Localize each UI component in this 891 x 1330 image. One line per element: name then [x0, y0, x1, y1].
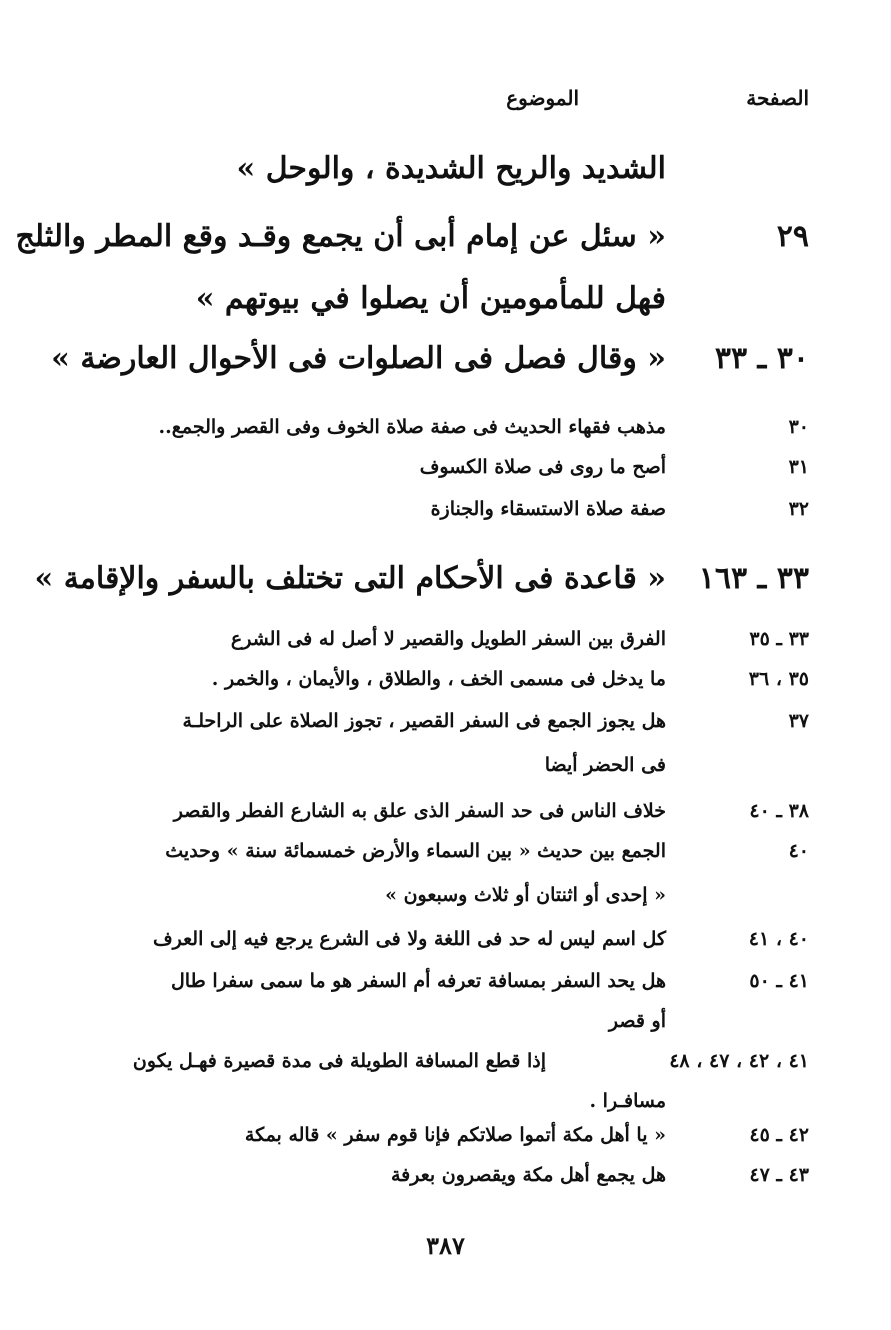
entry-page-ref: ٣١ — [788, 456, 809, 478]
index-entry — [0, 1116, 891, 1154]
index-entry — [0, 204, 891, 270]
index-entry — [0, 326, 891, 392]
entry-page-ref: ٢٩ — [776, 219, 809, 254]
index-entry — [0, 490, 891, 528]
entry-page-ref: ٣٧ — [788, 710, 809, 732]
topic-column-header: الموضوع — [506, 86, 579, 110]
entry-page-ref — [659, 876, 809, 914]
entry-page-ref: ٣٠ — [788, 416, 809, 438]
index-entry — [0, 546, 891, 612]
index-entry — [0, 660, 891, 698]
entry-topic: الشديد والريح الشديدة ، والوحل » — [236, 151, 666, 186]
entry-topic: « قاعدة فى الأحكام التى تختلف بالسفر والإقامة » — [34, 561, 666, 596]
entry-topic: « وقال فصل فى الصلوات فى الأحوال العارضة » — [51, 341, 666, 376]
entry-topic: الجمع بين حديث « بين السماء والأرض خمسمائة سنة » وحديث — [165, 840, 666, 862]
index-entry — [0, 792, 891, 830]
entry-topic: هل يحد السفر بمسافة تعرفه أم السفر هو ما سمى سفرا طال — [170, 970, 666, 992]
index-entry — [0, 832, 891, 870]
index-entry — [0, 1002, 891, 1040]
entry-topic: هل يجوز الجمع فى السفر القصير ، تجوز الصلاة على الراحلـة — [182, 710, 666, 732]
entry-topic: ما يدخل فى مسمى الخف ، والطلاق ، والأيمان ، والخمر . — [211, 668, 666, 690]
index-entry — [0, 702, 891, 740]
entry-topic: « يا أهل مكة أتموا صلاتكم فإنا قوم سفر » قاله بمكة — [244, 1124, 666, 1146]
entry-topic: أو قصر — [608, 1010, 666, 1032]
entry-topic: « إحدى أو اثنتان أو ثلاث وسبعون » — [385, 884, 666, 906]
index-entry — [0, 620, 891, 658]
entry-topic: كل اسم ليس له حد فى اللغة ولا فى الشرع يرجع فيه إلى العرف — [152, 928, 666, 950]
entry-page-ref — [659, 1002, 809, 1040]
entry-topic: فى الحضر أيضا — [544, 754, 666, 776]
entry-topic: هل يجمع أهل مكة ويقصرون بعرفة — [390, 1164, 666, 1186]
page-number: ٣٨٧ — [426, 1231, 465, 1260]
index-entry — [0, 962, 891, 1000]
entry-page-ref: ٣٣ ـ ١٦٣ — [698, 561, 809, 596]
entry-topic: خلاف الناس فى حد السفر الذى علق به الشارع الفطر والقصر — [173, 800, 666, 822]
index-entry — [0, 266, 891, 332]
entry-topic: مسافـرا . — [589, 1090, 666, 1112]
index-entry — [0, 1156, 891, 1194]
index-entry — [0, 136, 891, 202]
entry-topic: مذهب فقهاء الحديث فى صفة صلاة الخوف وفى القصر والجمع.. — [158, 416, 666, 438]
entry-page-ref: ٤٢ ـ ٤٥ — [749, 1124, 809, 1146]
entry-page-ref: ٣٥ ، ٣٦ — [748, 668, 809, 690]
entry-page-ref: ٤٠ — [788, 840, 809, 862]
entry-page-ref: ٤١ ، ٤٢ ، ٤٧ ، ٤٨ — [669, 1050, 809, 1072]
entry-page-ref — [659, 1082, 809, 1120]
entry-page-ref: ٤١ ـ ٥٠ — [749, 970, 809, 992]
entry-page-ref: ٤٠ ، ٤١ — [748, 928, 809, 950]
entry-topic: أصح ما روى فى صلاة الكسوف — [419, 456, 666, 478]
entry-page-ref: ٣٨ ـ ٤٠ — [749, 800, 809, 822]
entry-topic: صفة صلاة الاستسقاء والجنازة — [430, 498, 666, 520]
index-entry — [0, 876, 891, 914]
index-entry — [0, 448, 891, 486]
index-entry — [0, 1042, 891, 1080]
index-entry — [0, 1082, 891, 1120]
entry-page-ref — [659, 266, 809, 332]
entry-topic: الفرق بين السفر الطويل والقصير لا أصل له فى الشرع — [230, 628, 666, 650]
page-column-header: الصفحة — [746, 86, 809, 110]
entry-topic: إذا قطع المسافة الطويلة فى مدة قصيرة فهـل يكون — [132, 1050, 546, 1072]
entry-page-ref: ٣٣ ـ ٣٥ — [749, 628, 809, 650]
index-entry — [0, 746, 891, 784]
entry-topic: فهل للمأمومين أن يصلوا في بيوتهم » — [195, 281, 666, 316]
entry-page-ref: ٣٠ ـ ٣٣ — [714, 341, 809, 376]
entry-page-ref — [659, 746, 809, 784]
entry-page-ref: ٣٢ — [788, 498, 809, 520]
entry-page-ref: ٤٣ ـ ٤٧ — [749, 1164, 809, 1186]
index-entry — [0, 408, 891, 446]
index-entry — [0, 920, 891, 958]
entry-topic: « سئل عن إمام أبى أن يجمع وقـد وقع المطر والثلج — [15, 219, 666, 254]
entry-page-ref — [659, 136, 809, 202]
